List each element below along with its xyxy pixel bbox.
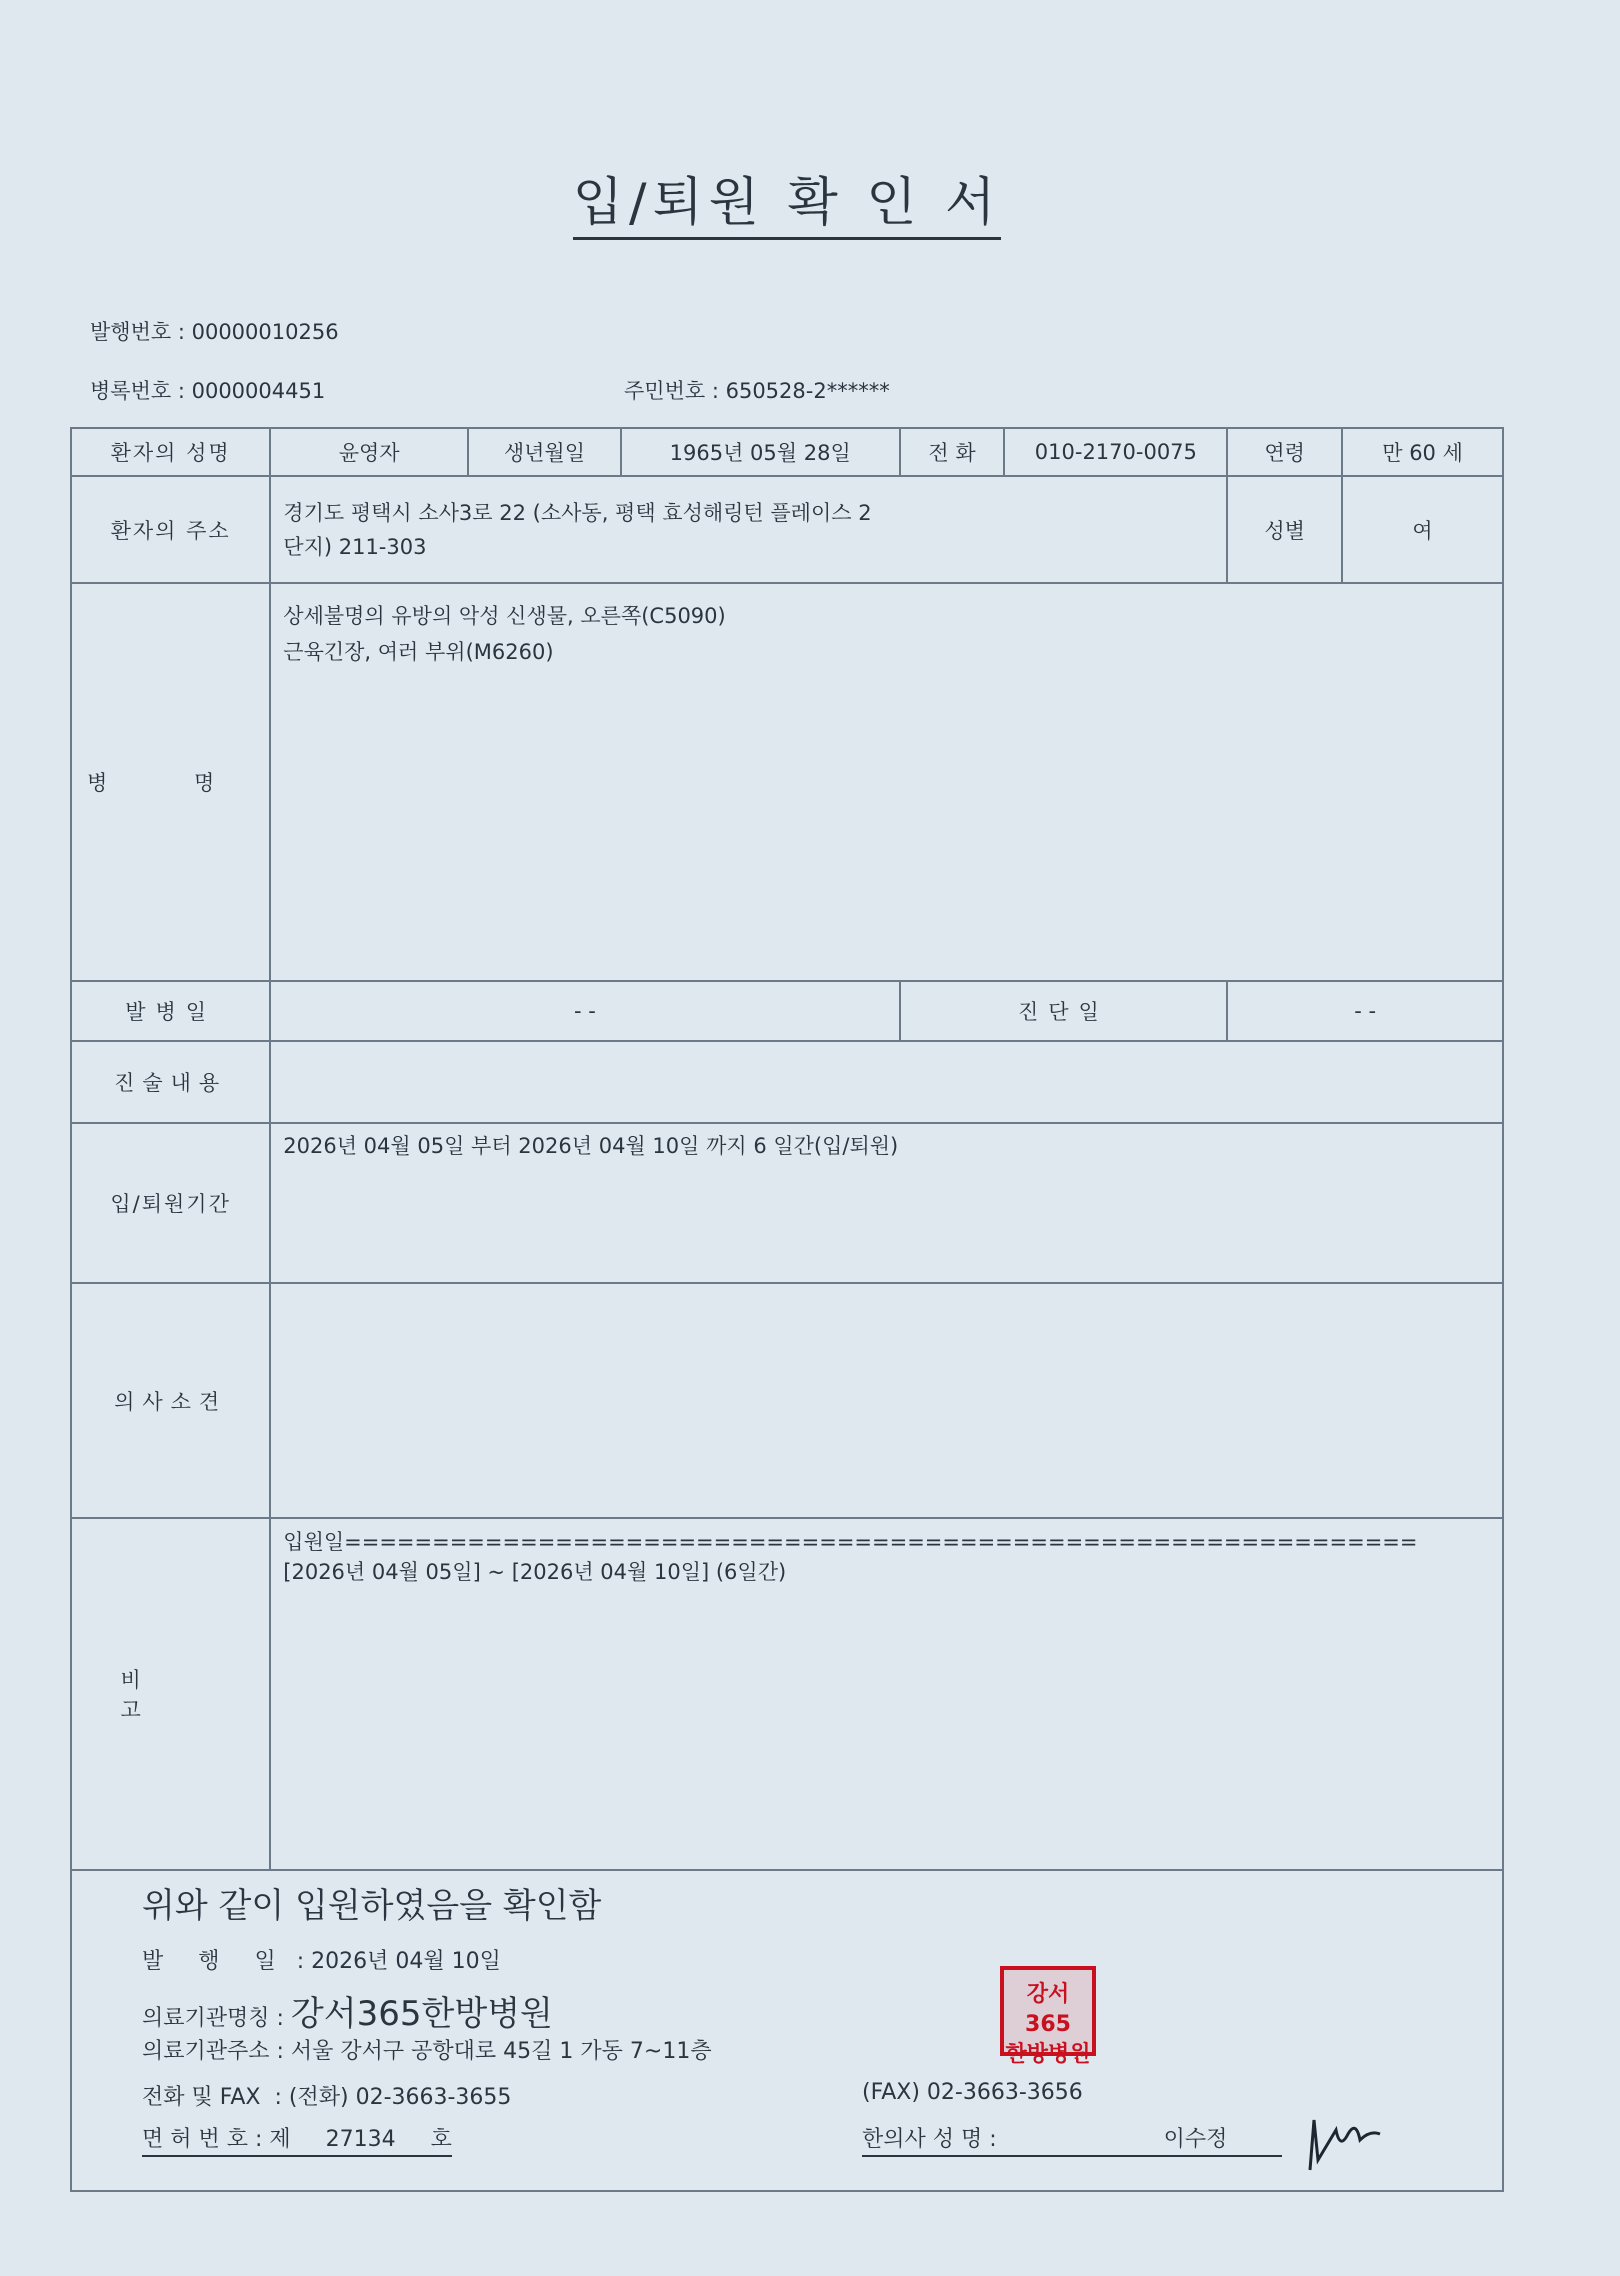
name-label: 환자의 성명 <box>71 428 270 476</box>
statement <box>270 1041 1503 1123</box>
confirm-statement: 위와 같이 입원하였음을 확인함 <box>142 1886 602 1926</box>
issue-date: 발 행 일 : 2026년 04월 10일 <box>142 1949 501 1974</box>
hospital-seal: 강서365 한방병원 <box>1000 1966 1096 2056</box>
diagnosis-label: 병 명 <box>71 583 270 981</box>
remarks: 입원일============================================================= [2026년 04월 05일] ~ [2026년 04월 10일] (6일간) <box>270 1518 1503 1870</box>
diagnosis: 상세불명의 유방의 악성 신생물, 오른쪽(C5090) 근육긴장, 여러 부위(M6260) <box>270 583 1503 981</box>
diagnosis-date: - - <box>1227 981 1503 1041</box>
institution-address: 의료기관주소 : 서울 강서구 공항대로 45길 1 가동 7~11층 <box>142 2039 712 2064</box>
issue-number: 발행번호 : 00000010256 <box>90 320 339 344</box>
sex-label: 성별 <box>1227 476 1342 583</box>
sex: 여 <box>1342 476 1503 583</box>
diagnosis-date-label: 진단일 <box>900 981 1228 1041</box>
onset-label: 발병일 <box>71 981 270 1041</box>
address-label: 환자의 주소 <box>71 476 270 583</box>
institution-name: 의료기관명칭 : 강서365한방병원 <box>142 1994 553 2034</box>
record-number: 병록번호 : 0000004451 <box>90 379 326 403</box>
patient-name: 윤영자 <box>270 428 468 476</box>
onset-date: - - <box>270 981 899 1041</box>
license-number: 면 허 번 호 : 제 27134 호 <box>142 2122 452 2157</box>
confirmation-table <box>70 427 1504 2192</box>
statement-label: 진술내용 <box>71 1041 270 1123</box>
signature <box>1300 2100 1400 2180</box>
opinion-label: 의사소견 <box>71 1283 270 1518</box>
resident-number: 주민번호 : 650528-2****** <box>624 379 890 403</box>
period-label: 입/퇴원기간 <box>71 1123 270 1283</box>
document-title: 입/퇴원 확 인 서 <box>0 160 1574 235</box>
opinion <box>270 1283 1503 1518</box>
birth-date: 1965년 05월 28일 <box>621 428 900 476</box>
phone-fax: 전화 및 FAX : (전화) 02-3663-3655 <box>142 2085 512 2110</box>
phone: 010-2170-0075 <box>1004 428 1227 476</box>
remarks-label: 비 고 <box>71 1518 270 1870</box>
age: 만 60 세 <box>1342 428 1503 476</box>
phone-label: 전 화 <box>900 428 1005 476</box>
period: 2026년 04월 05일 부터 2026년 04월 10일 까지 6 일간(입/퇴원) <box>270 1123 1503 1283</box>
birth-label: 생년월일 <box>468 428 621 476</box>
doctor-name: 한의사 성 명 : 이수정 <box>862 2122 1282 2157</box>
fax: (FAX) 02-3663-3656 <box>862 2080 1083 2105</box>
address: 경기도 평택시 소사3로 22 (소사동, 평택 효성해링턴 플레이스 2 단지) 211-303 <box>270 476 1227 583</box>
age-label: 연령 <box>1227 428 1342 476</box>
